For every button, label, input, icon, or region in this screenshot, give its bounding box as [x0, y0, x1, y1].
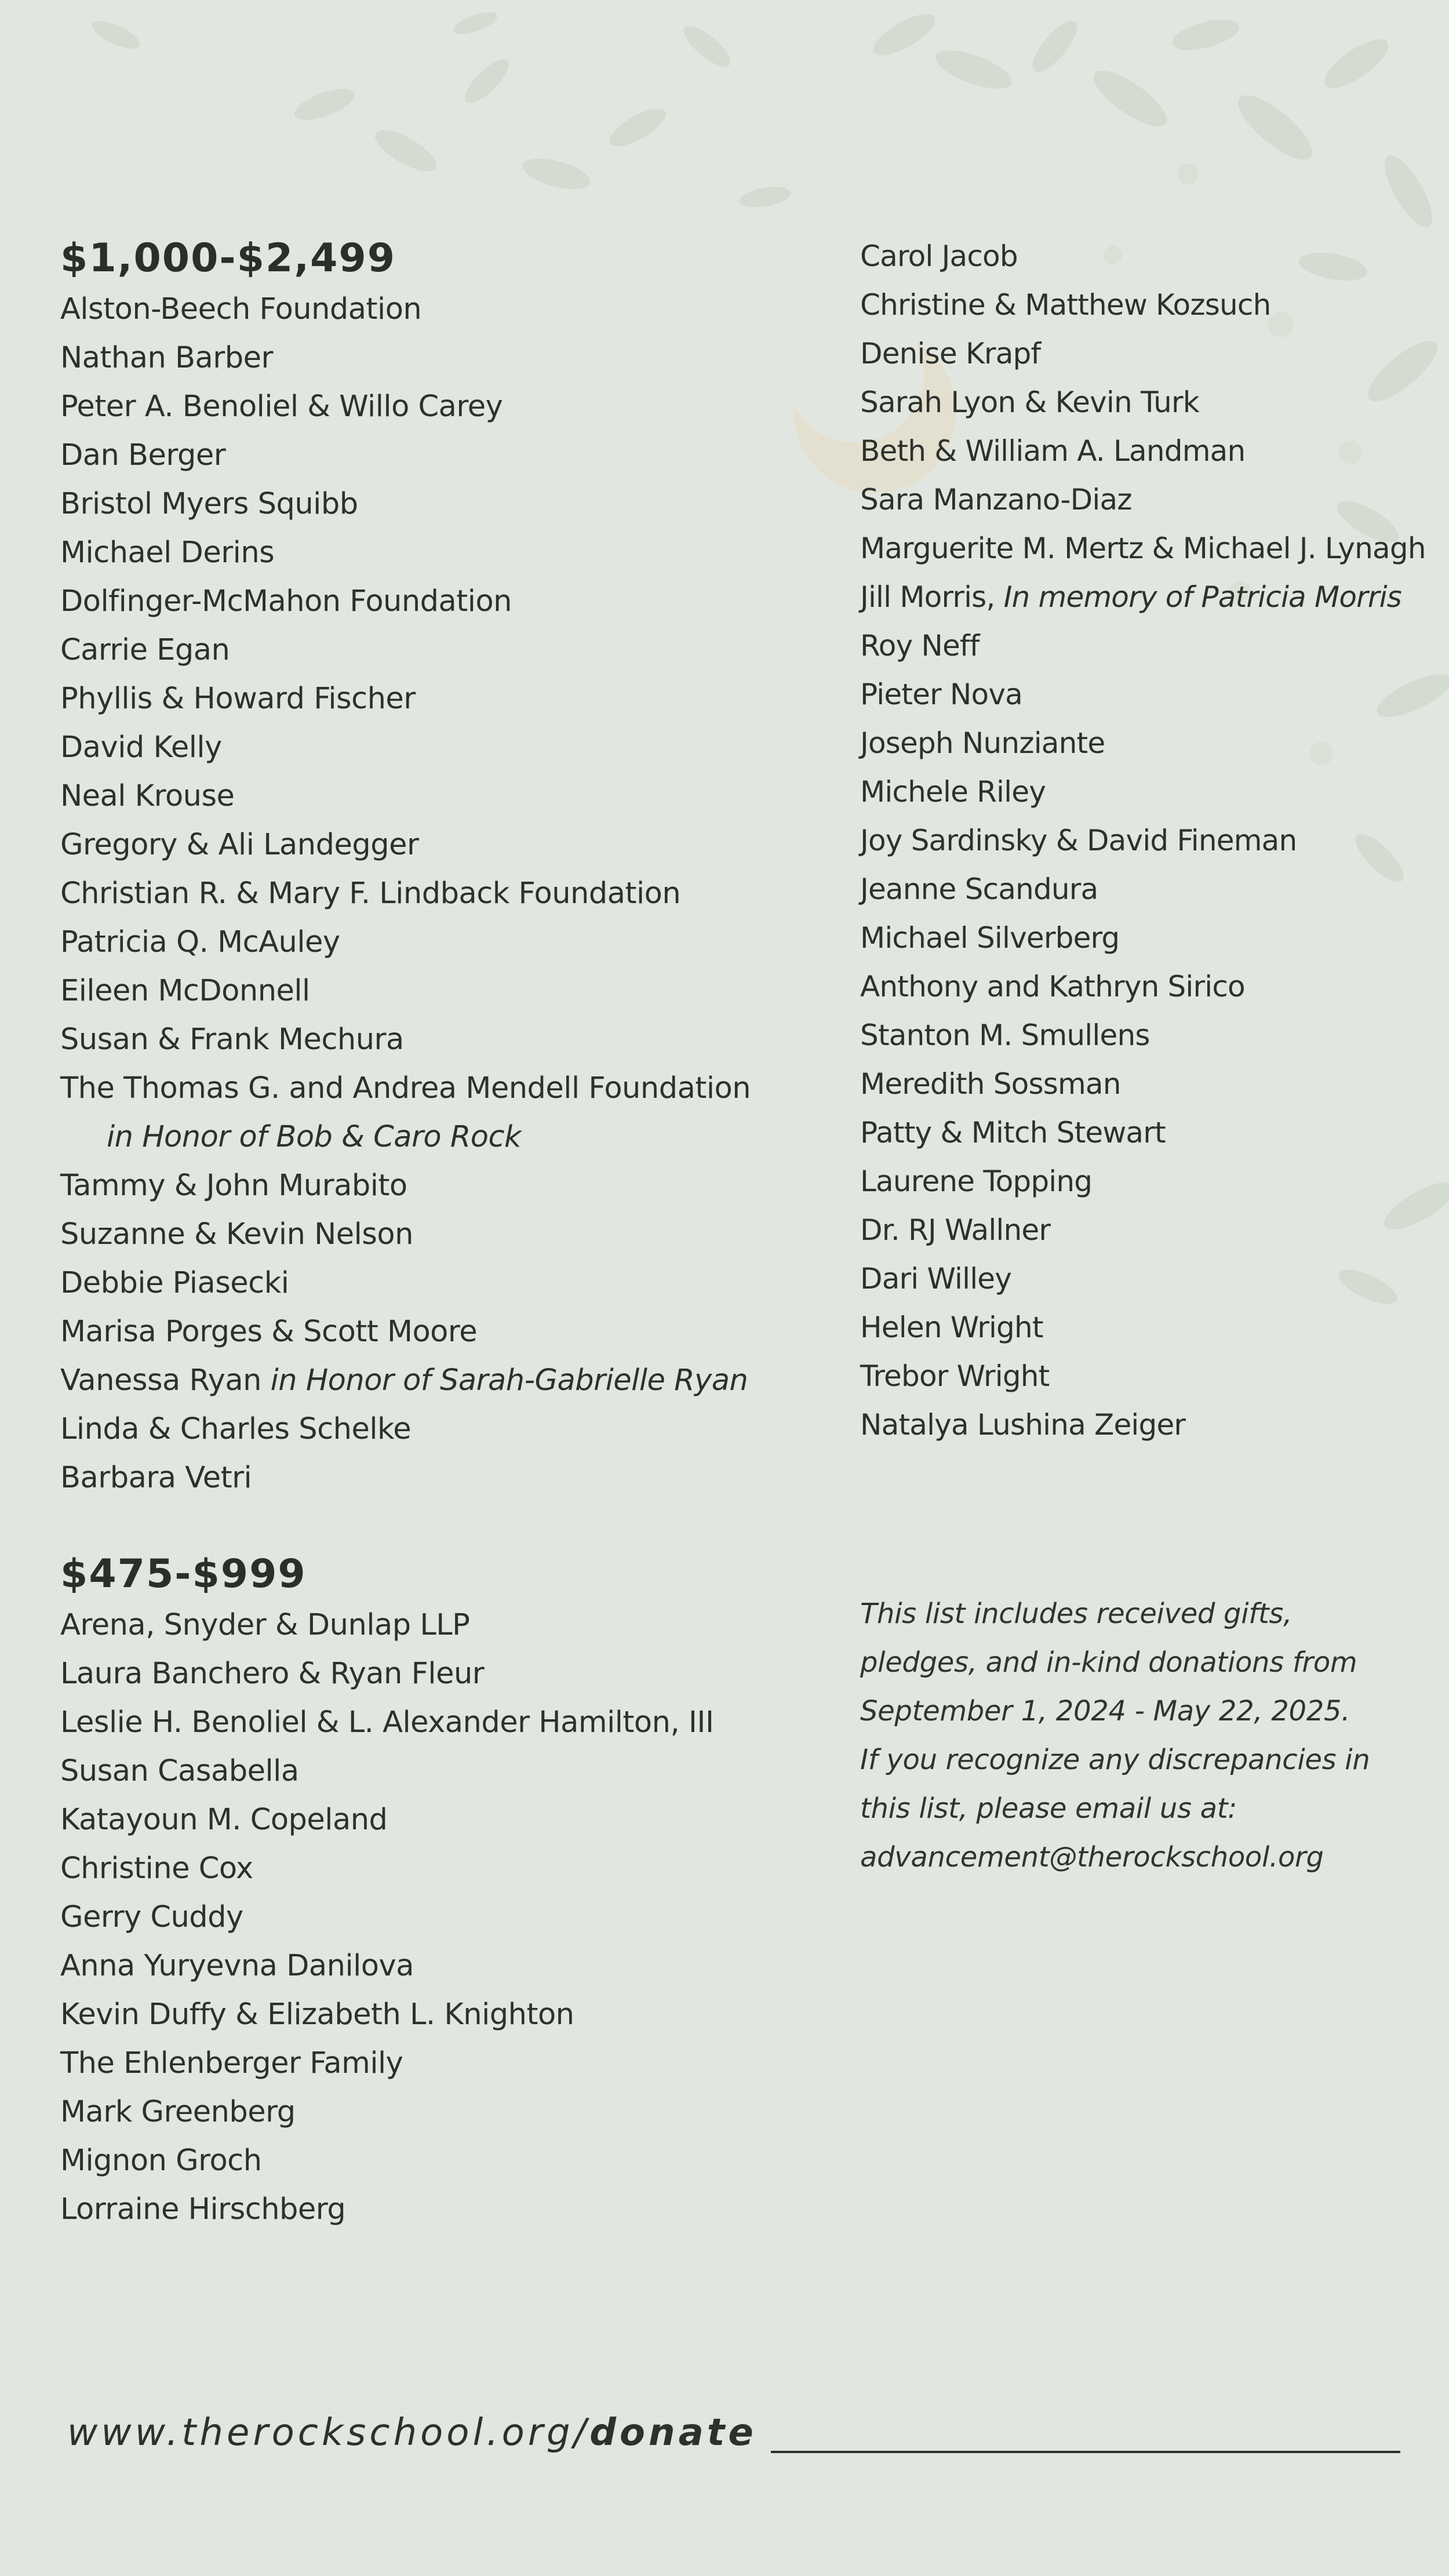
list-item: The Thomas G. and Andrea Mendell Foundation	[60, 1071, 751, 1105]
donate-url-prefix: www.therockschool.org/	[67, 2411, 590, 2454]
list-item: Anna Yuryevna Danilova	[60, 1949, 414, 1983]
list-item: Beth & William A. Landman	[860, 434, 1246, 468]
list-item: Trebor Wright	[860, 1359, 1050, 1393]
note-line: pledges, and in-kind donations from	[860, 1646, 1357, 1679]
donate-url[interactable]	[67, 2407, 757, 2459]
list-item: Christian R. & Mary F. Lindback Foundation	[60, 876, 681, 911]
list-item: Debbie Piasecki	[60, 1266, 289, 1300]
list-item	[860, 573, 1446, 621]
list-item: Tammy & John Murabito	[60, 1169, 407, 1203]
list-item: Michael Derins	[60, 536, 275, 570]
list-item: Natalya Lushina Zeiger	[860, 1408, 1186, 1442]
list-item: Bristol Myers Squibb	[60, 487, 358, 521]
list-item: Eileen McDonnell	[60, 974, 310, 1008]
list-item: Mark Greenberg	[60, 2095, 296, 2129]
list-item: Sarah Lyon & Kevin Turk	[860, 385, 1199, 419]
list-item: Nathan Barber	[60, 341, 273, 375]
list-item: Susan & Frank Mechura	[60, 1023, 404, 1057]
list-item	[60, 1356, 791, 1405]
list-item: Christine & Matthew Kozsuch	[860, 288, 1271, 322]
list-item: Dr. RJ Wallner	[860, 1213, 1051, 1247]
list-item: Anthony and Kathryn Sirico	[860, 970, 1245, 1003]
list-item: Katayoun M. Copeland	[60, 1803, 388, 1837]
list-item: Joy Sardinsky & David Fineman	[860, 824, 1297, 857]
donor-name: Vanessa Ryan	[60, 1363, 261, 1398]
list-item: Dari Willey	[860, 1262, 1012, 1296]
list-item: Lorraine Hirschberg	[60, 2192, 346, 2226]
list-item: Patricia Q. McAuley	[60, 925, 340, 959]
list-item: The Ehlenberger Family	[60, 2046, 403, 2080]
list-item: Phyllis & Howard Fischer	[60, 682, 416, 716]
donor-name: Jill Morris,	[860, 580, 995, 614]
list-item: Christine Cox	[60, 1851, 253, 1886]
note-line: September 1, 2024 - May 22, 2025.	[860, 1695, 1350, 1727]
list-item: Peter A. Benoliel & Willo Carey	[60, 390, 503, 424]
honor-note: in Honor of Bob & Caro Rock	[107, 1120, 522, 1154]
honor-note: in Honor of Sarah-Gabrielle Ryan	[270, 1363, 748, 1398]
donor-list-475	[60, 1601, 791, 2234]
tier-heading-1000: $1,000-$2,499	[60, 235, 396, 281]
list-item: Patty & Mitch Stewart	[860, 1116, 1166, 1149]
list-item: Roy Neff	[860, 629, 980, 663]
list-item: Meredith Sossman	[860, 1067, 1121, 1101]
list-item: Dan Berger	[60, 438, 226, 472]
donor-list-continued	[860, 232, 1446, 1449]
tier-heading-475: $475-$999	[60, 1551, 307, 1597]
donate-url-bold: donate	[589, 2411, 757, 2454]
list-item: Laurene Topping	[860, 1165, 1093, 1198]
disclaimer-note	[860, 1589, 1440, 1882]
footer-divider	[771, 2451, 1400, 2453]
list-item: Michele Riley	[860, 775, 1046, 809]
list-item: Stanton M. Smullens	[860, 1018, 1150, 1052]
list-item: Carol Jacob	[860, 239, 1018, 273]
list-item: Arena, Snyder & Dunlap LLP	[60, 1608, 470, 1642]
memory-note: In memory of Patricia Morris	[1003, 580, 1401, 614]
list-item: Marguerite M. Mertz & Michael J. Lynagh	[860, 532, 1426, 565]
list-item: Alston-Beech Foundation	[60, 292, 422, 326]
list-item: Joseph Nunziante	[860, 726, 1105, 760]
list-item: Laura Banchero & Ryan Fleur	[60, 1657, 485, 1691]
list-item: Leslie H. Benoliel & L. Alexander Hamilton, III	[60, 1705, 714, 1740]
list-item: Denise Krapf	[860, 337, 1041, 370]
list-item: Marisa Porges & Scott Moore	[60, 1315, 478, 1349]
list-item: Sara Manzano-Diaz	[860, 483, 1132, 516]
note-line: This list includes received gifts,	[860, 1598, 1293, 1630]
list-item: Michael Silverberg	[860, 921, 1120, 955]
list-item: Mignon Groch	[60, 2144, 262, 2178]
note-line: If you recognize any discrepancies in	[860, 1744, 1370, 1776]
list-item: Carrie Egan	[60, 633, 230, 667]
list-item: Barbara Vetri	[60, 1461, 252, 1495]
list-item: Pieter Nova	[860, 678, 1022, 711]
list-item: Neal Krouse	[60, 779, 235, 813]
list-item: Linda & Charles Schelke	[60, 1412, 412, 1446]
right-column	[860, 232, 1446, 1449]
list-item: Kevin Duffy & Elizabeth L. Knighton	[60, 1998, 574, 2032]
list-item: Gerry Cuddy	[60, 1900, 243, 1934]
list-item: Helen Wright	[860, 1311, 1043, 1344]
note-line: this list, please email us at:	[860, 1792, 1237, 1825]
list-item: Susan Casabella	[60, 1754, 299, 1788]
donor-list-1000	[60, 285, 791, 1502]
list-item: Suzanne & Kevin Nelson	[60, 1217, 413, 1251]
left-column	[60, 232, 791, 2234]
list-item: David Kelly	[60, 730, 222, 765]
list-item: Dolfinger-McMahon Foundation	[60, 584, 512, 618]
list-item: Jeanne Scandura	[860, 872, 1098, 906]
contact-email[interactable]: advancement@therockschool.org	[860, 1841, 1324, 1873]
list-item: Gregory & Ali Landegger	[60, 828, 419, 862]
